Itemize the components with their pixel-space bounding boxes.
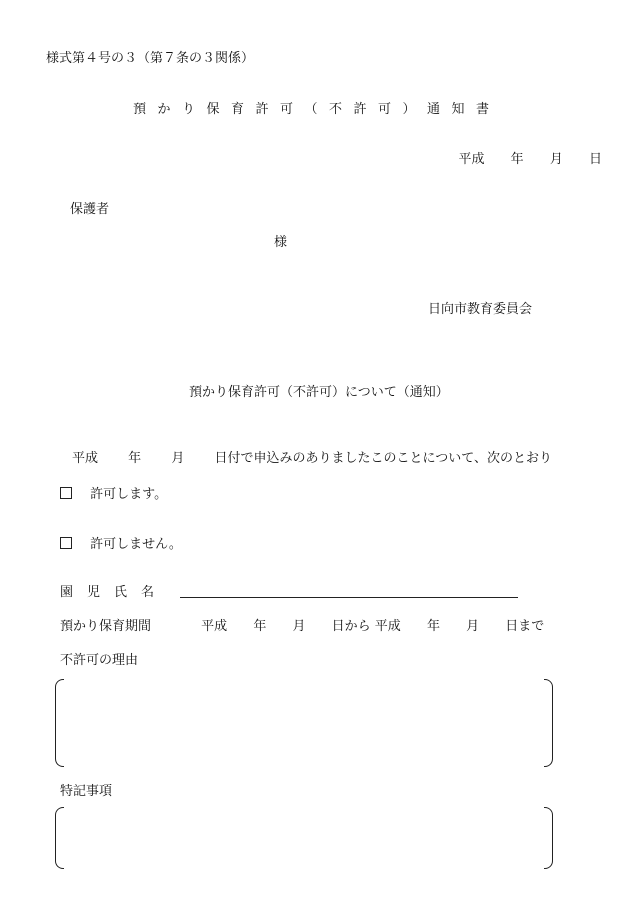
notice-subject: 預かり保育許可（不許可）について（通知） [189, 385, 449, 400]
date-year: 年 [510, 152, 524, 167]
issuer-name: 日向市教育委員会 [427, 302, 532, 317]
body-era: 平成 [72, 451, 99, 466]
period-end-year: 年 [426, 619, 440, 634]
period-end-day: 日まで [505, 619, 545, 634]
document-title: 預かり保育許可（不許可）通知書 [133, 102, 501, 117]
guardian-label: 保護者 [70, 202, 110, 217]
honorific: 様 [274, 235, 288, 250]
option-deny[interactable] [60, 536, 182, 551]
notes-bracket-right [544, 807, 553, 869]
option-approve[interactable] [60, 486, 167, 501]
child-name-field[interactable] [180, 597, 518, 598]
date-era: 平成 [458, 152, 485, 167]
body-sentence: 日付で申込みのありましたこのことについて、次のとおり [214, 451, 552, 466]
period-label: 預かり保育期間 [60, 619, 152, 634]
body-text [72, 452, 552, 465]
period-start-year: 年 [253, 619, 267, 634]
period-start-day: 日から [331, 619, 371, 634]
denial-reason-label: 不許可の理由 [60, 653, 139, 668]
approve-label: 許可します。 [90, 487, 168, 502]
period-end-era: 平成 [374, 619, 401, 634]
child-name-label: 園児氏名 [60, 585, 169, 600]
child-name-row [60, 586, 168, 599]
period-start-month: 月 [292, 619, 306, 634]
issue-date [459, 153, 602, 166]
period-start-era: 平成 [201, 619, 228, 634]
special-notes-label: 特記事項 [60, 784, 113, 799]
date-day: 日 [588, 152, 602, 167]
form-number: 様式第４号の３（第７条の３関係） [46, 51, 255, 66]
deny-checkbox[interactable] [60, 537, 72, 549]
reason-bracket-left [55, 679, 64, 767]
approve-checkbox[interactable] [60, 487, 72, 499]
deny-label: 許可しません。 [90, 537, 182, 552]
notes-bracket-left [55, 807, 64, 869]
reason-bracket-right [544, 679, 553, 767]
body-month: 月 [171, 451, 185, 466]
period-end-month: 月 [466, 619, 480, 634]
body-year: 年 [128, 451, 142, 466]
care-period-row [60, 620, 544, 633]
date-month: 月 [549, 152, 563, 167]
